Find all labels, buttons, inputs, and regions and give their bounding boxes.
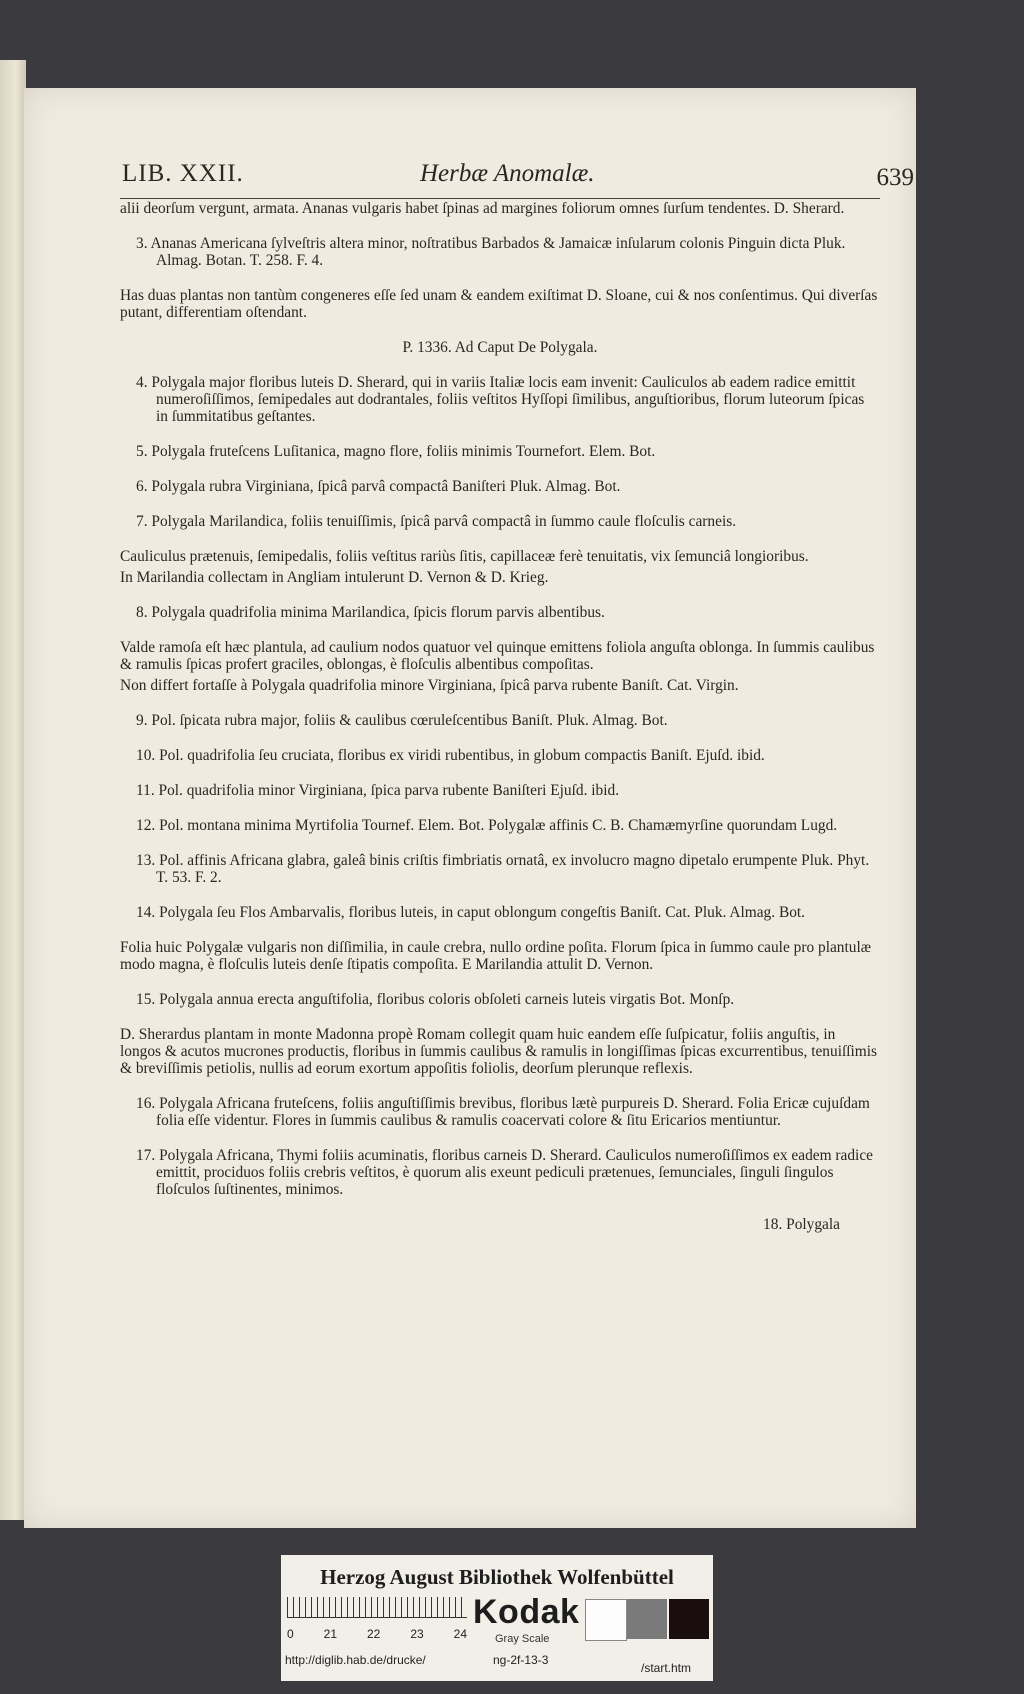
paragraph: Has duas plantas non tantùm congeneres eſſe ſed unam & eandem exiſtimat D. Sloane, cui & nos conſentimus. Qui diverſas putant, differentiam oſtendant. — [120, 287, 878, 321]
shelfmark: ng-2f-13-3 — [493, 1653, 549, 1667]
adjacent-page-edge — [0, 60, 26, 1520]
gray-scale-label: Gray Scale — [495, 1633, 550, 1645]
ruler-number: 24 — [453, 1627, 467, 1641]
white-swatch — [585, 1599, 627, 1641]
library-name: Herzog August Bibliothek Wolfenbüttel — [320, 1565, 674, 1589]
gray-swatch — [627, 1599, 667, 1639]
species-entry: 7. Polygala Marilandica, foliis tenuiſſimis, ſpicâ parvâ compactâ in ſummo caule floſculis carneis. — [136, 513, 737, 530]
species-entry: 11. Pol. quadrifolia minor Virginiana, ſpica parva rubente Baniſteri Ejuſd. ibid. — [136, 782, 620, 799]
start-link: /start.htm — [641, 1661, 692, 1675]
species-entry: 4. Polygala major floribus luteis D. Sherard, qui in variis Italiæ locis eam invenit: Cauliculos ab eadem radice emittit numeroſiſſimos, ſemipedales aut dodrantales, foliis veſtitos Hyſſopi ſimilibus, anguſtioribus, florum luteorum ſpicas in ſummitatibus geſtantes. — [136, 374, 865, 425]
catchword: 18. Polygala — [763, 1216, 840, 1233]
species-entry: 14. Polygala ſeu Flos Ambarvalis, floribus luteis, in caput oblongum congeſtis Baniſt. Cat. Pluk. Almag. Bot. — [136, 904, 806, 921]
species-entry: 17. Polygala Africana, Thymi foliis acuminatis, floribus carneis D. Sherard. Cauliculos numeroſiſſimos ex eadem radice emittit, prociduos foliis crebris veſtitos, è quorum alis exeunt pediculi prætenues, ſemunciales, ſinguli ſingulos floſculos ſuſtinentes, minimos. — [136, 1147, 873, 1198]
paragraph: Cauliculus prætenuis, ſemipedalis, foliis veſtitus rariùs ſitis, capillaceæ ferè tenuitatis, vix ſemunciâ longioribus. — [120, 548, 809, 565]
paragraph: Valde ramoſa eſt hæc plantula, ad caulium nodos quatuor vel quinque emittens foliola anguſta oblonga. In ſummis caulibus & ramulis ſpicas profert graciles, oblongas, è floſculis albentibus compoſitas. — [120, 639, 875, 673]
section-heading: P. 1336. Ad Caput De Polygala. — [402, 339, 598, 356]
ruler-number: 22 — [366, 1627, 381, 1641]
ruler-number: 21 — [323, 1627, 338, 1641]
species-entry: 16. Polygala Africana fruteſcens, foliis anguſtiſſimis brevibus, floribus lætè purpureis D. Sherard. Folia Ericæ cujuſdam folia eſſe videntur. Flores in ſummis caulibus & ramulis coacervati colore & ſitu Ericarios mentiuntur. — [136, 1095, 870, 1129]
section-title: Herbæ Anomalæ. — [420, 160, 595, 187]
species-entry: 8. Polygala quadrifolia minima Marilandica, ſpicis florum parvis albentibus. — [136, 604, 605, 621]
page-number: 639 — [876, 164, 914, 191]
paragraph: Non differt fortaſſe à Polygala quadrifolia minore Virginiana, ſpicâ parva rubente Baniſt. Cat. Virgin. — [120, 677, 739, 694]
species-entry: 10. Pol. quadrifolia ſeu cruciata, floribus ex viridi rubentibus, in globum compactis Baniſt. Ejuſd. ibid. — [136, 747, 765, 764]
paragraph: D. Sherardus plantam in monte Madonna propè Romam collegit quam huic eandem eſſe ſuſpicatur, foliis anguſtis, in longos & acutos mucrones productis, floribus in ſummis caulibus & ramulis in longiſſimas ſpicas excurrentibus, tenuiſſimis & breviſſimis petiolis, nullis ad eorum exortum appoſitis foliolis, deorſum plerunque reflexis. — [120, 1026, 878, 1077]
book-page — [24, 88, 916, 1528]
species-entry: 3. Ananas Americana ſylveſtris altera minor, noſtratibus Barbados & Jamaicæ inſularum colonis Pinguin dicta Pluk. Almag. Botan. T. 258. F. 4. — [136, 235, 846, 269]
ruler-number: 0 — [287, 1627, 294, 1641]
page-body — [120, 200, 880, 1233]
book-number: LIB. XXII. — [122, 160, 244, 187]
paragraph: alii deorſum vergunt, armata. Ananas vulgaris habet ſpinas ad margines foliorum omnes ſurſum tendentes. D. Sherard. — [120, 200, 845, 217]
scale-ruler — [287, 1597, 467, 1618]
kodak-logo: Kodak — [473, 1593, 580, 1631]
ruler-number: 23 — [410, 1627, 424, 1641]
paragraph: In Marilandia collectam in Angliam intulerunt D. Vernon & D. Krieg. — [120, 569, 549, 586]
species-entry: 15. Polygala annua erecta anguſtifolia, floribus coloris obſoleti carneis luteis virgatis Bot. Monſp. — [136, 991, 735, 1008]
species-entry: 5. Polygala fruteſcens Luſitanica, magno flore, foliis minimis Tournefort. Elem. Bot. — [136, 443, 656, 460]
ruler-numbers — [287, 1627, 467, 1641]
species-entry: 13. Pol. affinis Africana glabra, galeâ binis criſtis fimbriatis ornatâ, ex involucro magno dipetalo erumpente Pluk. Phyt. T. 53. F. 2. — [136, 852, 870, 886]
species-entry: 9. Pol. ſpicata rubra major, foliis & caulibus cœruleſcentibus Baniſt. Pluk. Almag. Bot. — [136, 712, 668, 729]
species-entry: 12. Pol. montana minima Myrtifolia Tournef. Elem. Bot. Polygalæ affinis C. B. Chamæmyrſine quorundam Lugd. — [136, 817, 838, 834]
color-target-card — [281, 1555, 713, 1681]
species-entry: 6. Polygala rubra Virginiana, ſpicâ parvâ compactâ Baniſteri Pluk. Almag. Bot. — [136, 478, 621, 495]
paragraph: Folia huic Polygalæ vulgaris non diſſimilia, in caule crebra, nullo ordine poſita. Florum ſpica in ſummo caule pro plantulæ modo magna, è floſculis luteis denſe ſtipatis compoſita. E Marilandia attulit D. Vernon. — [120, 939, 872, 973]
running-header — [120, 158, 914, 199]
library-url: http://diglib.hab.de/drucke/ — [285, 1653, 426, 1667]
black-swatch — [669, 1599, 709, 1639]
